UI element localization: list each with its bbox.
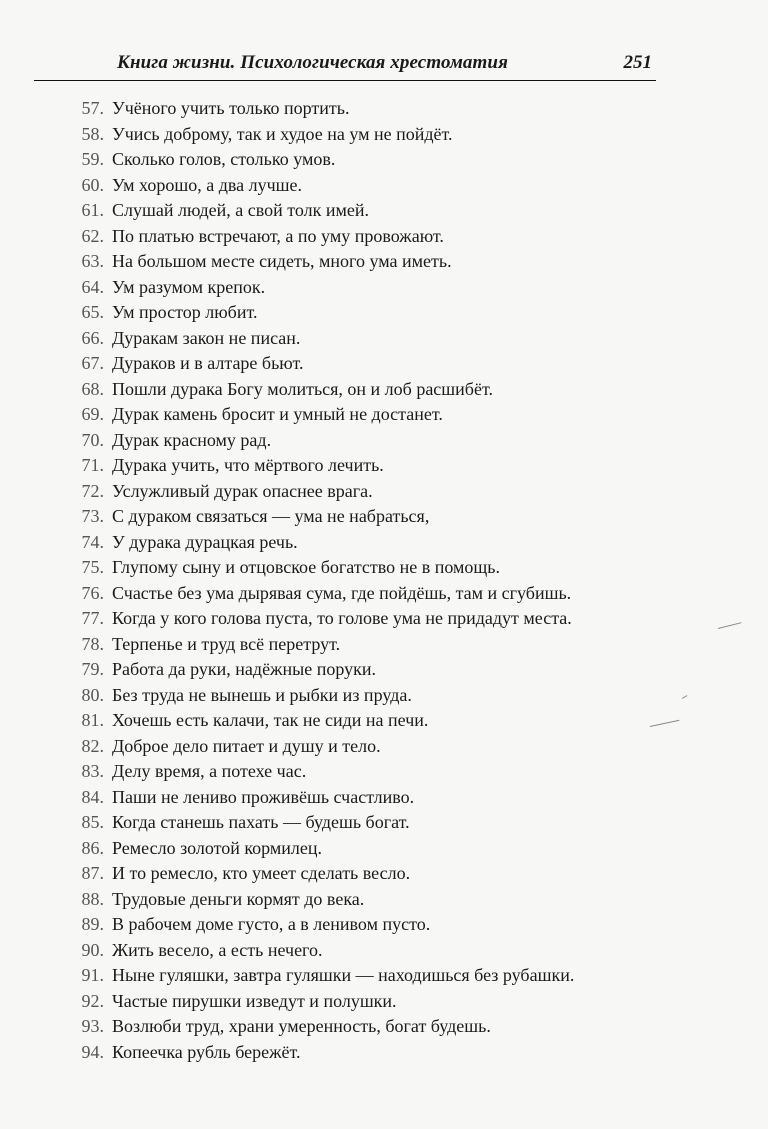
proverb-text: Глупому сыну и отцовское богатство не в помощь. [112, 557, 501, 577]
proverb-text: У дурака дурацкая речь. [112, 531, 298, 552]
proverb-item [60, 608, 700, 634]
proverb-text: Услужливый дурак опаснее врага. [112, 480, 373, 501]
proverb-text: По платью встречают, а по уму провожают. [112, 225, 444, 246]
proverb-item [60, 1042, 700, 1068]
proverb-item [60, 787, 700, 813]
proverb-item [60, 914, 700, 940]
proverb-number: 66. [81, 327, 104, 348]
proverb-text: Сколько голов, столько умов. [112, 149, 336, 169]
proverb-item [60, 1016, 700, 1042]
proverb-text: Терпенье и труд всё перетрут. [112, 633, 341, 654]
proverb-item [60, 863, 700, 889]
proverb-item [60, 455, 700, 481]
proverb-item [60, 812, 700, 838]
proverb-item [60, 940, 700, 966]
proverb-text: Когда станешь пахать — будешь богат. [112, 812, 410, 832]
proverb-text: Когда у кого голова пуста, то голове ума не придадут места. [112, 608, 572, 628]
proverb-number: 65. [81, 302, 104, 322]
proverb-number: 92. [81, 990, 104, 1011]
proverb-number: 74. [81, 531, 104, 552]
proverb-text: Работа да руки, надёжные поруки. [112, 659, 376, 679]
proverb-item [60, 965, 700, 991]
proverb-item [60, 761, 700, 787]
proverb-item [60, 889, 700, 915]
proverb-item [60, 98, 700, 124]
proverb-item [60, 557, 700, 583]
proverb-number: 80. [81, 684, 104, 705]
proverb-text: Трудовые деньги кормят до века. [112, 888, 365, 909]
proverb-item [60, 149, 700, 175]
proverb-item [60, 302, 700, 328]
proverb-text: Ныне гуляшки, завтра гуляшки — находишься без рубашки. [112, 965, 575, 985]
proverb-text: Возлюби труд, храни умеренность, богат будешь. [112, 1016, 491, 1036]
proverb-number: 57. [81, 98, 104, 118]
proverb-item [60, 736, 700, 762]
proverb-number: 94. [81, 1041, 104, 1062]
proverb-number: 84. [81, 786, 104, 807]
proverb-number: 93. [81, 1016, 104, 1036]
proverb-item [60, 991, 700, 1017]
proverb-number: 73. [81, 506, 104, 526]
proverb-text: Ремесло золотой кормилец. [112, 837, 323, 858]
proverb-text: Учись доброму, так и худое на ум не пойдёт. [112, 123, 453, 144]
proverb-item [60, 200, 700, 226]
proverb-item [60, 634, 700, 660]
proverb-number: 85. [81, 812, 104, 832]
proverb-item [60, 710, 700, 736]
proverb-number: 63. [81, 251, 104, 271]
proverb-number: 87. [81, 863, 104, 883]
proverb-item [60, 379, 700, 405]
proverb-number: 72. [81, 480, 104, 501]
proverb-number: 60. [81, 174, 104, 195]
proverb-text: Копеечка рубль бережёт. [112, 1041, 301, 1062]
proverb-number: 69. [81, 404, 104, 424]
proverb-item [60, 532, 700, 558]
proverb-item [60, 583, 700, 609]
proverb-text: Ум разумом крепок. [112, 276, 266, 297]
proverb-number: 83. [81, 761, 104, 781]
proverb-text: Счастье без ума дырявая сума, где пойдёшь, там и сгубишь. [112, 582, 572, 603]
proverb-text: Ум простор любит. [112, 302, 258, 322]
proverb-text: Дурак камень бросит и умный не достанет. [112, 404, 443, 424]
proverb-text: Слушай людей, а свой толк имей. [112, 200, 370, 220]
proverb-text: И то ремесло, кто умеет сделать весло. [112, 863, 411, 883]
proverb-number: 90. [81, 939, 104, 960]
proverb-number: 89. [81, 914, 104, 934]
proverb-number: 70. [81, 429, 104, 450]
proverb-number: 71. [81, 455, 104, 475]
proverb-item [60, 277, 700, 303]
proverb-item [60, 481, 700, 507]
proverb-number: 81. [81, 710, 104, 730]
proverb-item [60, 353, 700, 379]
running-title: Книга жизни. Психологическая хрестоматия [117, 52, 508, 73]
proverb-number: 58. [81, 123, 104, 144]
proverb-number: 79. [81, 659, 104, 679]
proverb-number: 75. [81, 557, 104, 577]
proverb-text: Ум хорошо, а два лучше. [112, 174, 303, 195]
proverb-number: 68. [81, 378, 104, 399]
proverb-item [60, 175, 700, 201]
proverb-text: Учёного учить только портить. [112, 98, 350, 118]
proverb-number: 82. [81, 735, 104, 756]
proverb-text: Хочешь есть калачи, так не сиди на печи. [112, 710, 429, 730]
proverb-item [60, 659, 700, 685]
proverb-number: 86. [81, 837, 104, 858]
proverb-text: Паши не лениво проживёшь счастливо. [112, 786, 415, 807]
proverb-number: 76. [81, 582, 104, 603]
proverb-number: 88. [81, 888, 104, 909]
proverb-text: На большом месте сидеть, много ума иметь. [112, 251, 452, 271]
proverb-number: 64. [81, 276, 104, 297]
proverb-number: 91. [81, 965, 104, 985]
proverb-item [60, 328, 700, 354]
proverb-number: 78. [81, 633, 104, 654]
proverb-text: Жить весело, а есть нечего. [112, 939, 323, 960]
proverb-text: С дураком связаться — ума не набраться, [112, 506, 430, 526]
proverb-item [60, 506, 700, 532]
proverb-text: Дурак красному рад. [112, 429, 272, 450]
proverb-text: Дураков и в алтаре бьют. [112, 353, 304, 373]
proverb-item [60, 404, 700, 430]
proverb-number: 62. [81, 225, 104, 246]
proverb-list [60, 98, 700, 1067]
proverb-item [60, 226, 700, 252]
proverb-item [60, 838, 700, 864]
proverb-item [60, 251, 700, 277]
proverb-item [60, 685, 700, 711]
proverb-text: Доброе дело питает и душу и тело. [112, 735, 381, 756]
proverb-item [60, 430, 700, 456]
proverb-number: 59. [81, 149, 104, 169]
proverb-text: Делу время, а потехе час. [112, 761, 307, 781]
proverb-item [60, 124, 700, 150]
proverb-text: Дуракам закон не писан. [112, 327, 301, 348]
header-rule [34, 80, 656, 81]
proverb-text: Частые пирушки изведут и полушки. [112, 990, 397, 1011]
proverb-number: 67. [81, 353, 104, 373]
proverb-text: Без труда не вынешь и рыбки из пруда. [112, 684, 412, 705]
proverb-text: Пошли дурака Богу молиться, он и лоб расшибёт. [112, 378, 493, 399]
proverb-number: 77. [81, 608, 104, 628]
proverb-number: 61. [81, 200, 104, 220]
proverb-text: Дурака учить, что мёртвого лечить. [112, 455, 384, 475]
running-head [34, 50, 656, 80]
proverb-text: В рабочем доме густо, а в ленивом пусто. [112, 914, 431, 934]
pencil-mark [718, 622, 742, 629]
page-number: 251 [623, 52, 652, 73]
